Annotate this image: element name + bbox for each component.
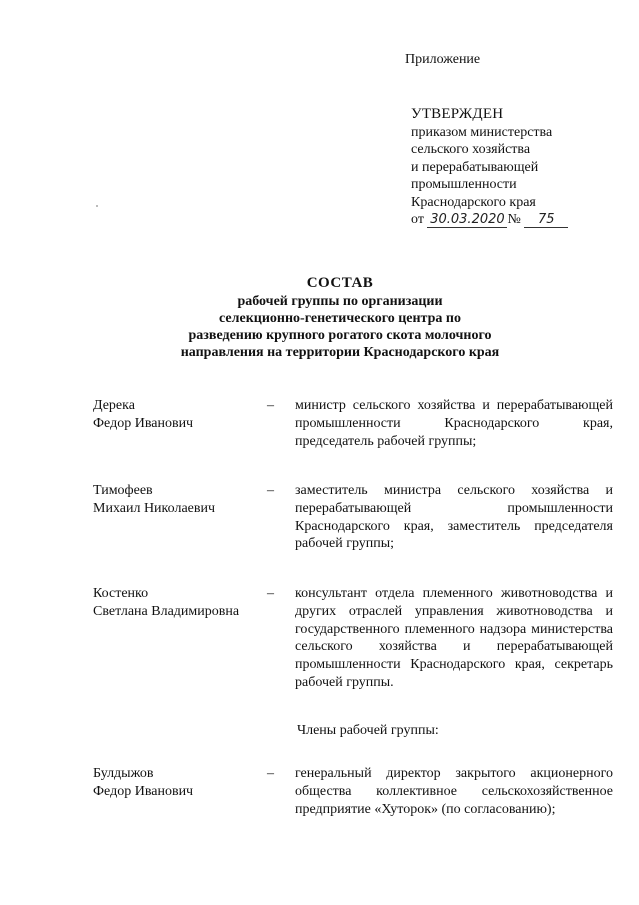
title-line: селекционно-генетического центра по [219, 311, 461, 326]
order-number-handwritten: 75 [524, 213, 568, 228]
title-line: рабочей группы по организации [237, 294, 443, 309]
approved-line: и перерабатывающей [411, 159, 539, 175]
member-given-name: Федор Иванович [93, 783, 194, 799]
separator-dash: – [267, 398, 274, 413]
member-name [93, 585, 263, 621]
scan-speck [96, 205, 98, 207]
member-surname: Тимофеев [93, 483, 153, 498]
member-surname: Костенко [93, 586, 149, 601]
appendix-label: Приложение [405, 52, 481, 67]
member-name [93, 397, 263, 433]
document-title [140, 275, 540, 361]
approved-title: УТВЕРЖДЕН [411, 106, 504, 122]
member-role: заместитель министра сельского хозяйства и перерабатывающей промышленности Краснодарского края, заместитель председателя рабочей группы; [295, 483, 613, 552]
member-role: консультант отдела племенного животноводства и других отраслей управления животноводства и государственного племенного надзора министерства сельского хозяйства и перерабатывающей промышленности Краснодарского края, секретарь рабочей группы. [295, 586, 613, 690]
members-heading: Члены рабочей группы: [297, 723, 439, 738]
approval-block [411, 106, 568, 229]
separator-dash: – [267, 766, 274, 781]
member-role: генеральный директор закрытого акционерного общества коллективное сельскохозяйственное предприятие «Хуторок» (по согласованию); [295, 766, 613, 817]
approved-line: сельского хозяйства [411, 142, 531, 157]
separator-dash: – [267, 483, 274, 498]
approved-line: Краснодарского края [411, 194, 536, 210]
member-given-name: Светлана Владимировна [93, 603, 240, 619]
separator-dash: – [267, 586, 274, 601]
number-prefix: № [507, 212, 521, 227]
member-given-name: Михаил Николаевич [93, 500, 216, 516]
member-name [93, 482, 263, 518]
approved-line: приказом министерства [411, 124, 553, 140]
title-main: СОСТАВ [306, 275, 374, 291]
member-surname: Булдыжов [93, 766, 154, 781]
approved-line: промышленности [411, 177, 517, 192]
order-date-line [411, 211, 568, 229]
order-date-handwritten: 30.03.2020 [427, 213, 507, 228]
member-surname: Дерека [93, 398, 135, 413]
date-prefix: от [411, 212, 424, 227]
member-role: министр сельского хозяйства и перерабатывающей промышленности Краснодарского края, председатель рабочей группы; [295, 398, 613, 449]
title-line: разведению крупного рогатого скота молочного [188, 328, 492, 343]
title-line: направления на территории Краснодарского края [180, 345, 500, 360]
member-given-name: Федор Иванович [93, 415, 194, 431]
member-name [93, 765, 263, 801]
